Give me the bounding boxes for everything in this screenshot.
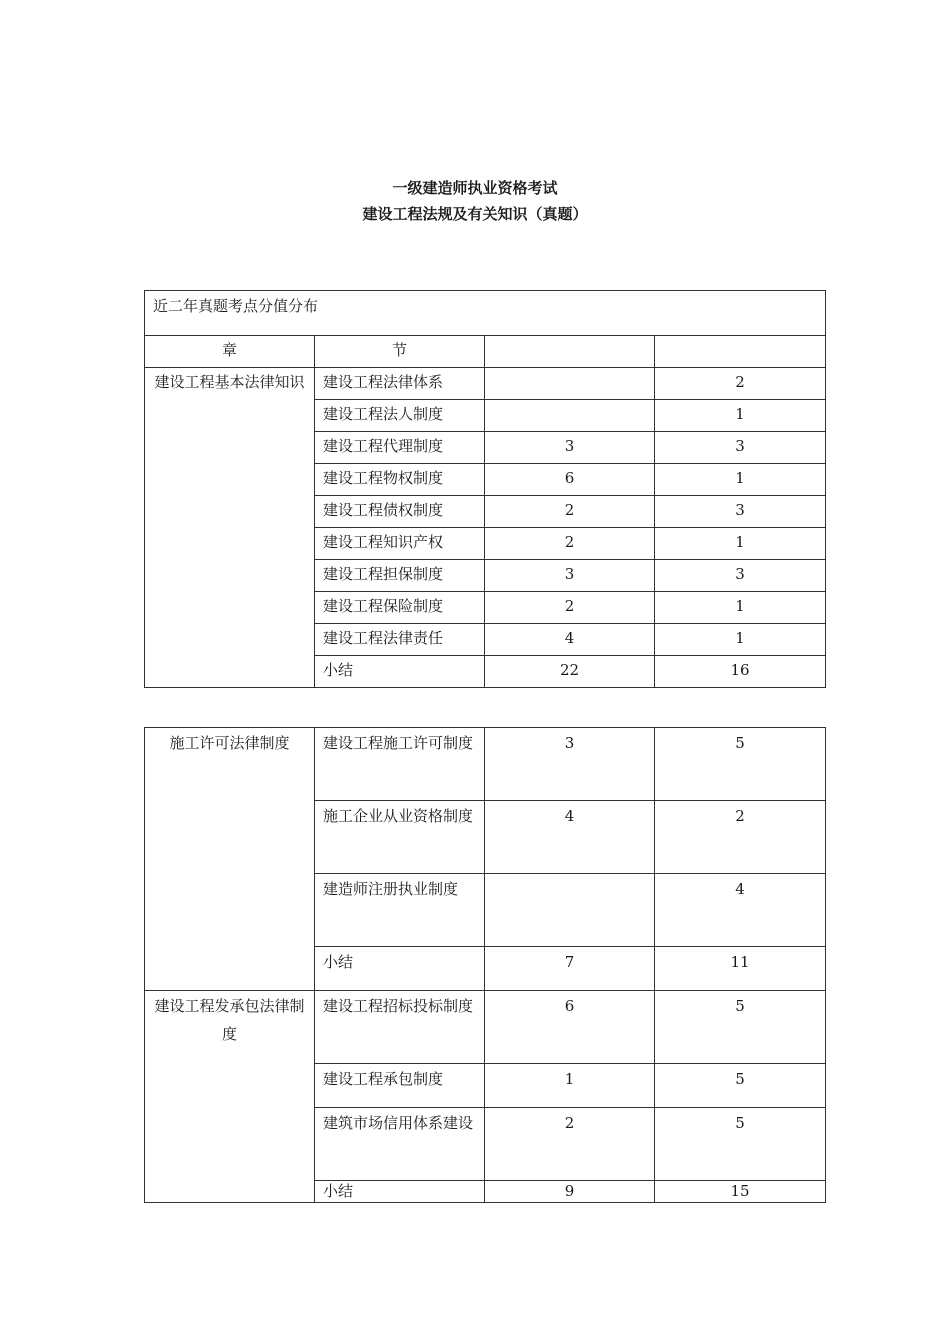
section-cell: 建设工程法律责任 <box>315 624 485 656</box>
section-cell: 建设工程法律体系 <box>315 368 485 400</box>
score-cell: 4 <box>485 624 655 656</box>
table-header-row <box>145 336 826 368</box>
score-cell: 2 <box>485 1108 655 1181</box>
score-cell: 3 <box>655 432 826 464</box>
section-cell: 建设工程代理制度 <box>315 432 485 464</box>
score-cell: 4 <box>485 801 655 874</box>
score-cell: 5 <box>655 1108 826 1181</box>
score-cell: 5 <box>655 1064 826 1108</box>
score-cell: 4 <box>655 874 826 947</box>
score-cell: 2 <box>655 368 826 400</box>
score-cell: 3 <box>655 496 826 528</box>
section-cell: 小结 <box>315 947 485 991</box>
score-cell: 9 <box>485 1181 655 1203</box>
header-year-a <box>485 336 655 368</box>
score-cell: 1 <box>655 400 826 432</box>
score-cell: 22 <box>485 656 655 688</box>
header-section: 节 <box>315 336 485 368</box>
score-cell: 2 <box>485 496 655 528</box>
table-row <box>145 728 826 801</box>
score-cell: 2 <box>655 801 826 874</box>
section-cell: 建设工程招标投标制度 <box>315 991 485 1064</box>
score-cell: 1 <box>655 624 826 656</box>
chapter-cell: 建设工程基本法律知识 <box>145 368 315 688</box>
section-cell: 建设工程担保制度 <box>315 560 485 592</box>
score-cell: 1 <box>655 464 826 496</box>
score-cell: 3 <box>485 560 655 592</box>
score-cell: 7 <box>485 947 655 991</box>
section-cell: 建筑市场信用体系建设 <box>315 1108 485 1181</box>
score-cell: 3 <box>485 728 655 801</box>
document-subtitle: 建设工程法规及有关知识（真题） <box>362 205 588 223</box>
score-cell: 16 <box>655 656 826 688</box>
score-distribution-table-1 <box>144 290 826 688</box>
section-cell: 建设工程知识产权 <box>315 528 485 560</box>
table-row <box>145 991 826 1064</box>
section-cell: 小结 <box>315 656 485 688</box>
score-distribution-table-2 <box>144 727 826 1203</box>
section-cell: 建设工程物权制度 <box>315 464 485 496</box>
score-cell: 3 <box>485 432 655 464</box>
section-cell: 建设工程法人制度 <box>315 400 485 432</box>
section-cell: 建设工程施工许可制度 <box>315 728 485 801</box>
table-row <box>145 368 826 400</box>
chapter-cell: 施工许可法律制度 <box>145 728 315 991</box>
chapter-cell: 建设工程发承包法律制度 <box>145 991 315 1203</box>
section-cell: 建造师注册执业制度 <box>315 874 485 947</box>
score-cell <box>485 400 655 432</box>
score-cell: 11 <box>655 947 826 991</box>
section-cell: 建设工程保险制度 <box>315 592 485 624</box>
score-cell: 6 <box>485 464 655 496</box>
score-cell: 1 <box>485 1064 655 1108</box>
section-cell: 建设工程承包制度 <box>315 1064 485 1108</box>
section-cell: 施工企业从业资格制度 <box>315 801 485 874</box>
header-chapter: 章 <box>145 336 315 368</box>
score-cell: 1 <box>655 592 826 624</box>
section-cell: 小结 <box>315 1181 485 1203</box>
section-cell: 建设工程债权制度 <box>315 496 485 528</box>
score-cell: 1 <box>655 528 826 560</box>
score-cell: 5 <box>655 728 826 801</box>
document-title: 一级建造师执业资格考试 <box>392 179 558 197</box>
score-cell: 2 <box>485 592 655 624</box>
score-cell: 5 <box>655 991 826 1064</box>
header-year-b <box>655 336 826 368</box>
score-cell <box>485 368 655 400</box>
score-cell: 3 <box>655 560 826 592</box>
score-cell: 15 <box>655 1181 826 1203</box>
score-cell: 2 <box>485 528 655 560</box>
table-caption: 近二年真题考点分值分布 <box>145 291 826 336</box>
score-cell: 6 <box>485 991 655 1064</box>
score-cell <box>485 874 655 947</box>
